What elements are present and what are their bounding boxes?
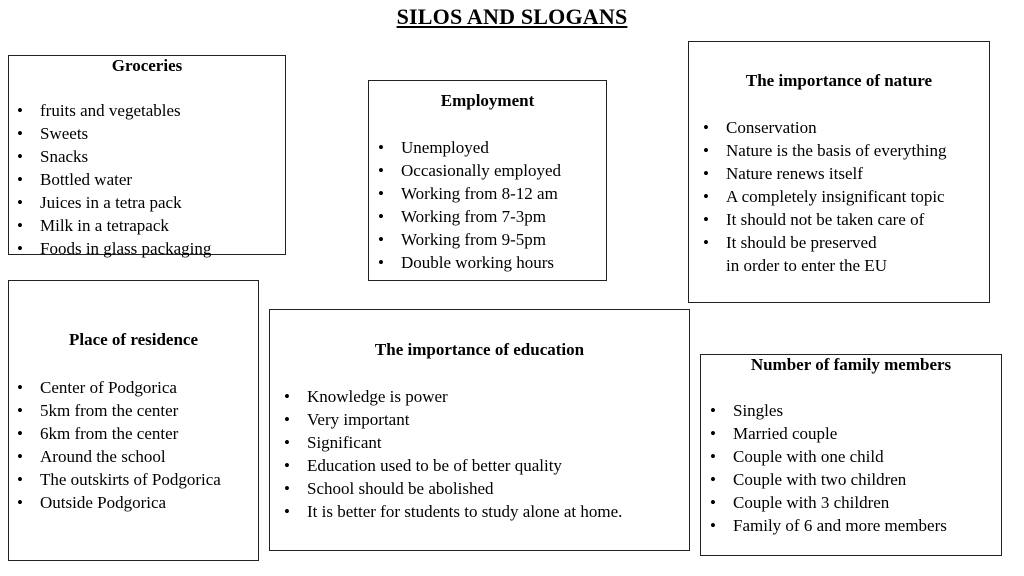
- employment-list: [401, 136, 561, 274]
- list-item: • Couple with one child: [733, 445, 947, 468]
- list-item: • Working from 7-3pm: [401, 205, 561, 228]
- list-item: • It should be preserved: [726, 231, 946, 254]
- list-item: • School should be abolished: [307, 477, 622, 500]
- continuation-text: in order to enter the EU: [726, 256, 887, 275]
- list-item: • It should not be taken care of: [726, 208, 946, 231]
- list-item: • Nature renews itself: [726, 162, 946, 185]
- list-item: • The outskirts of Podgorica: [40, 468, 221, 491]
- list-item: • Outside Podgorica: [40, 491, 221, 514]
- list-item: • Married couple: [733, 422, 947, 445]
- list-item: • 6km from the center: [40, 422, 221, 445]
- list-item-continuation: [726, 254, 946, 277]
- list-item: • fruits and vegetables: [40, 99, 211, 122]
- list-item: • Very important: [307, 408, 622, 431]
- nature-heading: The importance of nature: [745, 71, 933, 90]
- list-item: • Unemployed: [401, 136, 561, 159]
- list-item: • Snacks: [40, 145, 211, 168]
- list-item: • Around the school: [40, 445, 221, 468]
- list-item: • Double working hours: [401, 251, 561, 274]
- list-item: • Working from 8-12 am: [401, 182, 561, 205]
- list-item: • Couple with two children: [733, 468, 947, 491]
- employment-box: [368, 80, 607, 281]
- family-box: [700, 354, 1002, 556]
- list-item: • Working from 9-5pm: [401, 228, 561, 251]
- groceries-box: [8, 55, 286, 258]
- groceries-heading: Groceries: [111, 56, 183, 75]
- list-item: • Significant: [307, 431, 622, 454]
- residence-list: [40, 376, 221, 514]
- page-title: SILOS AND SLOGANS: [396, 4, 628, 29]
- list-item: • Education used to be of better quality: [307, 454, 622, 477]
- list-item: • 5km from the center: [40, 399, 221, 422]
- nature-list: [726, 116, 946, 277]
- list-item: • Nature is the basis of everything: [726, 139, 946, 162]
- list-item: • A completely insignificant topic: [726, 185, 946, 208]
- employment-heading: Employment: [440, 91, 535, 110]
- list-item: • It is better for students to study alone at home.: [307, 500, 622, 523]
- list-item: • Sweets: [40, 122, 211, 145]
- list-item: • Juices in a tetra pack: [40, 191, 211, 214]
- list-item: • Foods in glass packaging: [40, 237, 211, 260]
- list-item: • Family of 6 and more members: [733, 514, 947, 537]
- list-item: • Occasionally employed: [401, 159, 561, 182]
- nature-box: [688, 41, 990, 303]
- list-item: • Milk in a tetrapack: [40, 214, 211, 237]
- list-item: • Knowledge is power: [307, 385, 622, 408]
- family-heading: Number of family members: [750, 355, 952, 374]
- residence-heading: Place of residence: [68, 330, 199, 349]
- groceries-list: [40, 99, 211, 260]
- list-item: • Couple with 3 children: [733, 491, 947, 514]
- education-heading: The importance of education: [374, 340, 585, 359]
- list-item: • Bottled water: [40, 168, 211, 191]
- residence-box: [8, 280, 259, 561]
- list-item: • Center of Podgorica: [40, 376, 221, 399]
- education-box: [269, 309, 690, 551]
- education-list: [307, 385, 622, 523]
- list-item: • Conservation: [726, 116, 946, 139]
- list-item: • Singles: [733, 399, 947, 422]
- family-list: [733, 399, 947, 537]
